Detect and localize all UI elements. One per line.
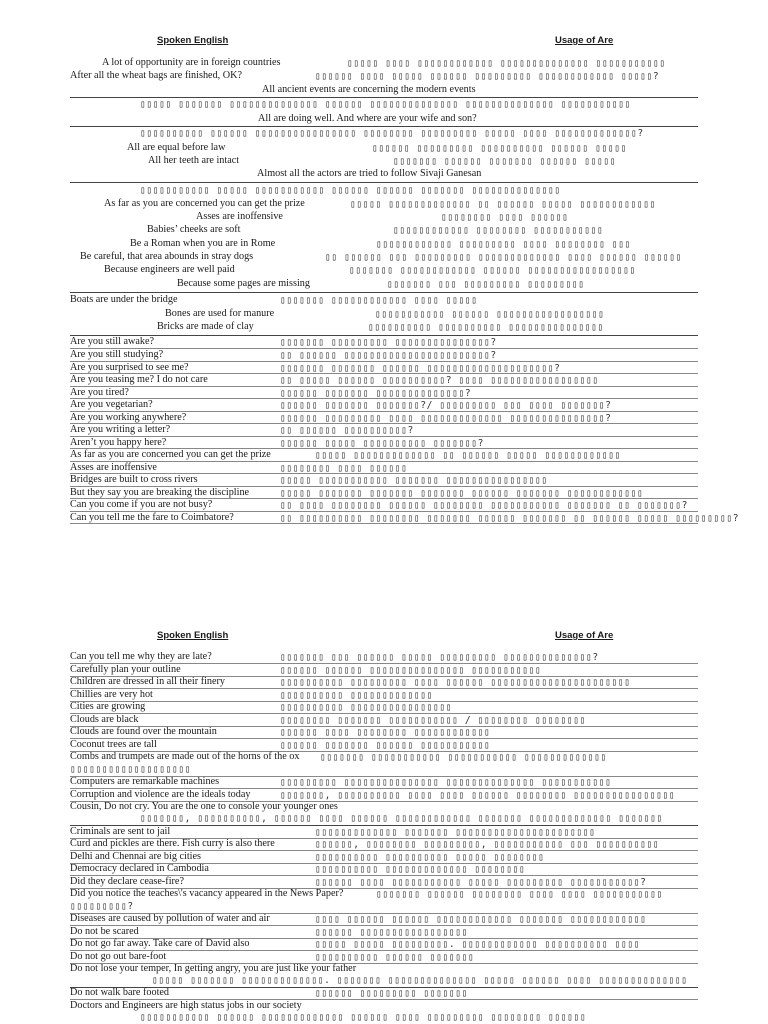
english-sentence: Babies’ cheeks are soft: [147, 224, 241, 235]
english-sentence: Bones are used for manure: [165, 308, 275, 319]
tamil-translation: ▯▯▯▯▯▯▯▯ ▯▯▯▯ ▯▯▯▯▯▯: [280, 463, 408, 474]
tamil-translation: ▯▯▯▯▯ ▯▯▯▯▯▯▯ ▯▯▯▯▯▯▯ ▯▯▯▯▯▯▯ ▯▯▯▯▯▯ ▯▯▯▯▯▯▯ ▯▯▯▯▯▯▯▯▯▯▯▯: [280, 488, 644, 499]
english-sentence: Almost all the actors are tried to follow Sivaji Ganesan: [257, 168, 482, 179]
english-sentence: Combs and trumpets are made out of the horns of the ox: [70, 751, 300, 762]
english-sentence: Do not lose your temper, In getting angry, you are just like your father: [70, 963, 357, 974]
english-sentence: Cities are growing: [70, 701, 146, 712]
tamil-translation: ▯▯▯▯▯▯ ▯▯▯▯▯▯ ▯▯▯▯▯▯▯▯▯▯▯▯▯▯▯ ▯▯▯▯▯▯▯▯▯▯▯: [280, 665, 542, 676]
row-divider: [70, 292, 698, 293]
english-sentence: Are you working anywhere?: [70, 412, 187, 423]
english-sentence: But they say you are breaking the discipline: [70, 487, 250, 498]
english-sentence: Computers are remarkable machines: [70, 776, 220, 787]
row-divider: [70, 126, 698, 127]
row-divider: [70, 182, 698, 183]
english-sentence: Clouds are found over the mountain: [70, 726, 217, 737]
row-divider: [70, 97, 698, 98]
english-sentence: Bricks are made of clay: [157, 321, 254, 332]
header-spoken-english: Spoken English: [157, 35, 229, 46]
english-sentence: Diseases are caused by pollution of water and air: [70, 913, 270, 924]
tamil-translation: ▯▯▯▯▯▯▯▯▯▯ ▯▯▯▯▯▯▯▯▯▯ ▯▯▯▯▯▯▯▯▯▯▯▯▯▯▯: [368, 322, 604, 333]
english-sentence: Curd and pickles are there. Fish curry is also there: [70, 838, 275, 849]
english-sentence: All are doing well. And where are your wife and son?: [258, 113, 477, 124]
english-sentence: Do not walk bare footed: [70, 987, 170, 998]
tamil-translation: ▯▯▯▯▯▯ ▯▯▯▯▯▯▯ ▯▯▯▯▯▯▯?/ ▯▯▯▯▯▯▯▯▯ ▯▯▯ ▯▯▯▯ ▯▯▯▯▯▯▯?: [280, 400, 612, 411]
row-divider: [70, 523, 698, 524]
tamil-translation: ▯▯▯▯▯▯▯▯▯▯▯ ▯▯▯▯▯ ▯▯▯▯▯▯▯▯▯▯▯ ▯▯▯▯▯▯ ▯▯▯▯▯▯ ▯▯▯▯▯▯▯ ▯▯▯▯▯▯▯▯▯▯▯▯▯▯: [140, 185, 561, 196]
english-sentence: Can you tell me the fare to Coimbatore?: [70, 512, 234, 523]
tamil-translation: ▯▯▯▯▯ ▯▯▯▯▯▯▯▯▯▯▯▯▯ ▯▯ ▯▯▯▯▯▯ ▯▯▯▯▯ ▯▯▯▯▯▯▯▯▯▯▯▯: [350, 199, 657, 210]
english-sentence: Because engineers are well paid: [104, 264, 235, 275]
tamil-translation: ▯▯▯▯▯▯▯ ▯▯▯ ▯▯▯▯▯▯ ▯▯▯▯▯ ▯▯▯▯▯▯▯▯▯ ▯▯▯▯▯▯▯▯▯▯▯▯▯▯?: [280, 652, 599, 663]
english-sentence: Are you writing a letter?: [70, 424, 171, 435]
tamil-translation: ▯▯▯▯▯ ▯▯▯▯▯▯▯ ▯▯▯▯▯▯▯▯▯▯▯▯▯▯ ▯▯▯▯▯▯ ▯▯▯▯▯▯▯▯▯▯▯▯▯▯ ▯▯▯▯▯▯▯▯▯▯▯▯▯▯ ▯▯▯▯▯▯▯▯▯▯▯: [140, 99, 631, 110]
tamil-translation: ▯▯ ▯▯▯▯ ▯▯▯▯▯▯▯▯ ▯▯▯▯▯▯ ▯▯▯▯▯▯▯▯ ▯▯▯▯▯▯▯▯▯▯▯ ▯▯▯▯▯▯▯ ▯▯ ▯▯▯▯▯▯▯?: [280, 500, 689, 511]
tamil-translation: ▯▯ ▯▯▯▯▯▯ ▯▯▯▯▯▯▯▯▯▯▯▯▯▯▯▯▯▯▯▯▯▯▯?: [280, 350, 497, 361]
english-sentence: Doctors and Engineers are high status jobs in our society: [70, 1000, 302, 1011]
tamil-translation: ▯▯▯▯▯▯▯▯▯▯ ▯▯▯▯▯▯ ▯▯▯▯▯▯▯▯▯▯▯▯▯▯▯▯ ▯▯▯▯▯▯▯▯ ▯▯▯▯▯▯▯▯▯ ▯▯▯▯▯ ▯▯▯▯ ▯▯▯▯▯▯▯▯▯▯▯▯▯?: [140, 128, 644, 139]
english-sentence: Do not go out bare-foot: [70, 951, 167, 962]
english-sentence: Coconut trees are tall: [70, 739, 157, 750]
english-sentence: All are equal before law: [127, 142, 226, 153]
english-sentence: Be careful, that area abounds in stray dogs: [80, 251, 254, 262]
tamil-translation: ▯▯ ▯▯▯▯▯▯ ▯▯▯▯▯▯▯▯▯▯?: [280, 425, 414, 436]
tamil-translation: ▯▯ ▯▯▯▯▯▯ ▯▯▯ ▯▯▯▯▯▯▯▯▯ ▯▯▯▯▯▯▯▯▯▯▯▯▯ ▯▯▯▯ ▯▯▯▯▯▯ ▯▯▯▯▯▯: [325, 252, 683, 263]
tamil-translation: ▯▯▯▯▯▯ ▯▯▯▯▯▯▯ ▯▯▯▯▯▯▯▯▯▯▯▯▯▯?: [280, 388, 472, 399]
tamil-translation: ▯▯▯▯▯ ▯▯▯▯▯ ▯▯▯▯▯▯▯▯▯. ▯▯▯▯▯▯▯▯▯▯▯▯ ▯▯▯▯▯▯▯▯▯▯ ▯▯▯▯: [315, 939, 641, 950]
english-sentence: Aren’t you happy here?: [70, 437, 167, 448]
english-sentence: Clouds are black: [70, 714, 139, 725]
row-divider: [70, 688, 698, 689]
tamil-translation: ▯▯▯▯▯▯ ▯▯▯▯▯▯▯▯▯ ▯▯▯▯ ▯▯▯▯▯▯▯▯▯▯▯▯▯ ▯▯▯▯▯▯▯▯▯▯▯▯▯▯▯?: [280, 413, 612, 424]
tamil-translation: ▯▯▯▯▯▯▯▯▯▯ ▯▯▯▯▯▯ ▯▯▯▯▯▯▯: [315, 952, 475, 963]
english-sentence: Can you tell me why they are late?: [70, 651, 212, 662]
row-divider: [70, 461, 698, 462]
tamil-translation: ▯▯▯▯▯▯▯▯▯ ▯▯▯▯▯▯▯▯▯▯▯▯▯▯▯ ▯▯▯▯▯▯▯▯▯▯▯▯▯▯ ▯▯▯▯▯▯▯▯▯▯▯: [280, 777, 612, 788]
row-divider: [70, 348, 698, 349]
tamil-translation: ▯▯▯▯▯▯▯ ▯▯▯▯▯▯ ▯▯▯▯▯▯▯▯ ▯▯▯▯ ▯▯▯▯ ▯▯▯▯▯▯▯▯▯▯▯: [376, 889, 663, 900]
english-sentence: Be a Roman when you are in Rome: [130, 238, 276, 249]
tamil-translation: ▯▯▯▯▯▯▯▯▯▯ ▯▯▯▯▯▯▯▯▯▯ ▯▯▯▯▯ ▯▯▯▯▯▯▯▯: [315, 852, 545, 863]
tamil-translation: ▯▯▯▯▯▯▯▯▯▯▯ ▯▯▯▯▯▯ ▯▯▯▯▯▯▯▯▯▯▯▯▯▯▯▯▯: [375, 309, 605, 320]
english-sentence: Do not be scared: [70, 926, 139, 937]
tamil-translation: ▯▯▯▯▯▯ ▯▯▯▯ ▯▯▯▯▯ ▯▯▯▯▯▯ ▯▯▯▯▯▯▯▯▯ ▯▯▯▯▯▯▯▯▯▯▯▯ ▯▯▯▯▯?: [315, 71, 660, 82]
tamil-translation: ▯▯▯▯▯▯▯▯▯▯▯▯▯▯▯▯▯▯▯: [70, 764, 192, 775]
tamil-translation: ▯▯ ▯▯▯▯▯ ▯▯▯▯▯▯ ▯▯▯▯▯▯▯▯▯▯? ▯▯▯▯ ▯▯▯▯▯▯▯▯▯▯▯▯▯▯▯▯▯: [280, 375, 599, 386]
tamil-translation: ▯▯▯▯▯▯▯ ▯▯▯▯▯▯▯▯▯▯▯▯ ▯▯▯▯ ▯▯▯▯▯: [280, 295, 478, 306]
tamil-translation: ▯▯▯▯▯▯▯▯▯▯▯▯▯ ▯▯▯▯▯▯▯ ▯▯▯▯▯▯▯▯▯▯▯▯▯▯▯▯▯▯▯▯▯▯: [315, 827, 596, 838]
english-sentence: Did you notice the teaches\'s vacancy appeared in the News Paper?: [70, 888, 344, 899]
tamil-translation: ▯▯▯▯▯▯▯▯▯▯ ▯▯▯▯▯▯▯▯▯▯▯▯▯▯▯▯: [280, 702, 453, 713]
tamil-translation: ▯▯▯▯▯ ▯▯▯▯ ▯▯▯▯▯▯▯▯▯▯▯▯ ▯▯▯▯▯▯▯▯▯▯▯▯▯▯ ▯▯▯▯▯▯▯▯▯▯▯: [347, 58, 666, 69]
tamil-translation: ▯▯▯▯▯▯▯▯▯▯▯▯ ▯▯▯▯▯▯▯▯ ▯▯▯▯▯▯▯▯▯▯▯: [393, 225, 604, 236]
header-usage-of-are: Usage of Are: [555, 35, 614, 46]
tamil-translation: ▯▯▯▯▯▯▯▯▯?: [70, 901, 134, 912]
header-usage-of-are: Usage of Are: [555, 630, 614, 641]
tamil-translation: ▯▯▯▯▯▯ ▯▯▯▯▯▯▯▯▯▯▯▯▯▯▯▯▯: [315, 927, 469, 938]
tamil-translation: ▯▯▯▯▯▯▯▯▯▯ ▯▯▯▯▯▯▯▯▯▯▯▯▯: [280, 690, 434, 701]
tamil-translation: ▯▯▯▯▯▯▯▯▯▯▯▯ ▯▯▯▯▯▯▯▯▯ ▯▯▯▯ ▯▯▯▯▯▯▯▯ ▯▯▯: [376, 239, 632, 250]
tamil-translation: ▯▯▯▯▯▯ ▯▯▯▯▯ ▯▯▯▯▯▯▯▯▯▯ ▯▯▯▯▯▯▯?: [280, 438, 485, 449]
tamil-translation: ▯▯▯▯▯▯▯ ▯▯▯▯▯▯▯▯▯▯▯ ▯▯▯▯▯▯▯▯▯▯▯ ▯▯▯▯▯▯▯▯▯▯▯▯▯: [320, 752, 607, 763]
english-sentence: Are you tired?: [70, 387, 129, 398]
english-sentence: Criminals are sent to jail: [70, 826, 171, 837]
tamil-translation: ▯▯▯▯▯▯▯ ▯▯▯▯▯▯▯▯▯▯▯▯ ▯▯▯▯▯▯ ▯▯▯▯▯▯▯▯▯▯▯▯▯▯▯▯▯: [349, 265, 636, 276]
english-sentence: A lot of opportunity are in foreign countries: [102, 57, 281, 68]
english-sentence: Do not go far away. Take care of David also: [70, 938, 250, 949]
row-divider: [70, 713, 698, 714]
tamil-translation: ▯▯▯▯▯▯ ▯▯▯▯▯▯▯ ▯▯▯▯▯▯ ▯▯▯▯▯▯▯▯▯▯▯: [280, 740, 491, 751]
tamil-translation: ▯▯▯▯▯▯▯ ▯▯▯▯▯▯▯▯▯ ▯▯▯▯▯▯▯▯▯▯▯▯▯▯▯?: [280, 337, 497, 348]
header-spoken-english: Spoken English: [157, 630, 229, 641]
row-divider: [70, 386, 698, 387]
english-sentence: As far as you are concerned you can get the prize: [104, 198, 305, 209]
tamil-translation: ▯▯▯▯▯ ▯▯▯▯▯▯▯ ▯▯▯▯▯▯▯▯▯▯▯▯▯. ▯▯▯▯▯▯▯ ▯▯▯▯▯▯▯▯▯▯▯▯▯▯ ▯▯▯▯▯ ▯▯▯▯▯▯ ▯▯▯▯ ▯▯▯▯▯▯▯▯▯▯▯▯▯▯: [152, 975, 688, 986]
row-divider: [70, 925, 698, 926]
tamil-translation: ▯▯▯▯▯▯, ▯▯▯▯▯▯▯▯ ▯▯▯▯▯▯▯▯▯, ▯▯▯▯▯▯▯▯▯▯▯ ▯▯▯ ▯▯▯▯▯▯▯▯▯▯: [315, 839, 660, 850]
row-divider: [70, 398, 698, 399]
english-sentence: Because some pages are missing: [177, 278, 310, 289]
english-sentence: Are you still awake?: [70, 336, 155, 347]
english-sentence: Did they declare cease-fire?: [70, 876, 184, 887]
tamil-translation: ▯▯▯▯▯▯ ▯▯▯▯ ▯▯▯▯▯▯▯▯ ▯▯▯▯▯▯▯▯▯▯▯▯: [280, 727, 491, 738]
english-sentence: Are you teasing me? I do not care: [70, 374, 208, 385]
tamil-translation: ▯▯ ▯▯▯▯▯▯▯▯▯▯ ▯▯▯▯▯▯▯▯ ▯▯▯▯▯▯▯ ▯▯▯▯▯▯ ▯▯▯▯▯▯▯ ▯▯ ▯▯▯▯▯▯ ▯▯▯▯▯ ▯▯▯▯▯▯▯▯▯?: [280, 513, 740, 524]
english-sentence: Can you come if you are not busy?: [70, 499, 213, 510]
english-sentence: Delhi and Chennai are big cities: [70, 851, 201, 862]
english-sentence: All her teeth are intact: [148, 155, 240, 166]
english-sentence: Democracy declared in Cambodia: [70, 863, 209, 874]
tamil-translation: ▯▯▯▯▯▯▯ ▯▯▯▯▯▯ ▯▯▯▯▯▯▯ ▯▯▯▯▯▯ ▯▯▯▯▯: [393, 156, 617, 167]
english-sentence: Boats are under the bridge: [70, 294, 178, 305]
tamil-translation: ▯▯▯▯▯▯▯▯▯▯ ▯▯▯▯▯▯▯▯▯▯▯▯▯ ▯▯▯▯▯▯▯▯: [315, 864, 526, 875]
tamil-translation: ▯▯▯▯▯▯▯, ▯▯▯▯▯▯▯▯▯▯, ▯▯▯▯▯▯ ▯▯▯▯ ▯▯▯▯▯▯ ▯▯▯▯▯▯▯▯▯▯▯▯ ▯▯▯▯▯▯▯ ▯▯▯▯▯▯▯▯▯▯▯▯▯ ▯▯▯▯▯▯▯: [140, 813, 663, 824]
english-sentence: Asses are inoffensive: [70, 462, 157, 473]
tamil-translation: ▯▯▯▯▯▯ ▯▯▯▯▯▯▯▯▯ ▯▯▯▯▯▯▯: [315, 988, 469, 999]
english-sentence: Children are dressed in all their finery: [70, 676, 226, 687]
tamil-translation: ▯▯▯▯▯ ▯▯▯▯▯▯▯▯▯▯▯▯▯ ▯▯ ▯▯▯▯▯▯ ▯▯▯▯▯ ▯▯▯▯▯▯▯▯▯▯▯▯: [315, 450, 622, 461]
english-sentence: Are you vegetarian?: [70, 399, 153, 410]
tamil-translation: ▯▯▯▯▯▯▯▯ ▯▯▯▯ ▯▯▯▯▯▯: [441, 212, 569, 223]
english-sentence: Are you still studying?: [70, 349, 164, 360]
tamil-translation: ▯▯▯▯▯ ▯▯▯▯▯▯▯▯▯▯▯ ▯▯▯▯▯▯▯ ▯▯▯▯▯▯▯▯▯▯▯▯▯▯▯▯: [280, 475, 548, 486]
english-sentence: As far as you are concerned you can get the prize: [70, 449, 271, 460]
english-sentence: Carefully plan your outline: [70, 664, 181, 675]
tamil-translation: ▯▯▯▯▯▯▯, ▯▯▯▯▯▯▯▯▯▯ ▯▯▯▯ ▯▯▯▯ ▯▯▯▯▯▯ ▯▯▯▯▯▯▯▯ ▯▯▯▯▯▯▯▯▯▯▯▯▯▯▯▯: [280, 790, 676, 801]
english-sentence: Asses are inoffensive: [196, 211, 283, 222]
tamil-translation: ▯▯▯▯▯▯▯ ▯▯▯ ▯▯▯▯▯▯▯▯▯ ▯▯▯▯▯▯▯▯▯: [387, 279, 585, 290]
english-sentence: Chillies are very hot: [70, 689, 153, 700]
tamil-translation: ▯▯▯▯▯▯▯▯ ▯▯▯▯▯▯▯ ▯▯▯▯▯▯▯▯▯▯▯ / ▯▯▯▯▯▯▯▯ ▯▯▯▯▯▯▯▯: [280, 715, 587, 726]
tamil-translation: ▯▯▯▯▯▯▯▯▯▯▯ ▯▯▯▯▯▯ ▯▯▯▯▯▯▯▯▯▯▯▯▯ ▯▯▯▯▯▯ ▯▯▯▯ ▯▯▯▯▯▯▯▯▯ ▯▯▯▯▯▯▯▯ ▯▯▯▯▯▯: [140, 1012, 587, 1023]
english-sentence: After all the wheat bags are finished, OK?: [70, 70, 242, 81]
tamil-translation: ▯▯▯▯ ▯▯▯▯▯▯ ▯▯▯▯▯▯ ▯▯▯▯▯▯▯▯▯▯▯▯ ▯▯▯▯▯▯▯ ▯▯▯▯▯▯▯▯▯▯▯▯: [315, 914, 647, 925]
english-sentence: Corruption and violence are the ideals today: [70, 789, 251, 800]
english-sentence: Cousin, Do not cry. You are the one to console your younger ones: [70, 801, 338, 812]
tamil-translation: ▯▯▯▯▯▯▯▯▯▯ ▯▯▯▯▯▯▯▯▯ ▯▯▯▯ ▯▯▯▯▯▯ ▯▯▯▯▯▯▯▯▯▯▯▯▯▯▯▯▯▯▯▯▯▯: [280, 677, 631, 688]
row-divider: [70, 738, 698, 739]
english-sentence: All ancient events are concerning the modern events: [262, 84, 476, 95]
tamil-translation: ▯▯▯▯▯▯▯ ▯▯▯▯▯▯▯ ▯▯▯▯▯▯ ▯▯▯▯▯▯▯▯▯▯▯▯▯▯▯▯▯▯▯▯?: [280, 363, 561, 374]
tamil-translation: ▯▯▯▯▯▯ ▯▯▯▯▯▯▯▯▯ ▯▯▯▯▯▯▯▯▯▯ ▯▯▯▯▯▯ ▯▯▯▯▯: [372, 143, 628, 154]
tamil-translation: ▯▯▯▯▯▯ ▯▯▯▯ ▯▯▯▯▯▯▯▯▯▯▯ ▯▯▯▯▯ ▯▯▯▯▯▯▯▯▯ ▯▯▯▯▯▯▯▯▯▯▯?: [315, 877, 647, 888]
english-sentence: Bridges are built to cross rivers: [70, 474, 198, 485]
row-divider: [70, 335, 698, 336]
english-sentence: Are you surprised to see me?: [70, 362, 189, 373]
